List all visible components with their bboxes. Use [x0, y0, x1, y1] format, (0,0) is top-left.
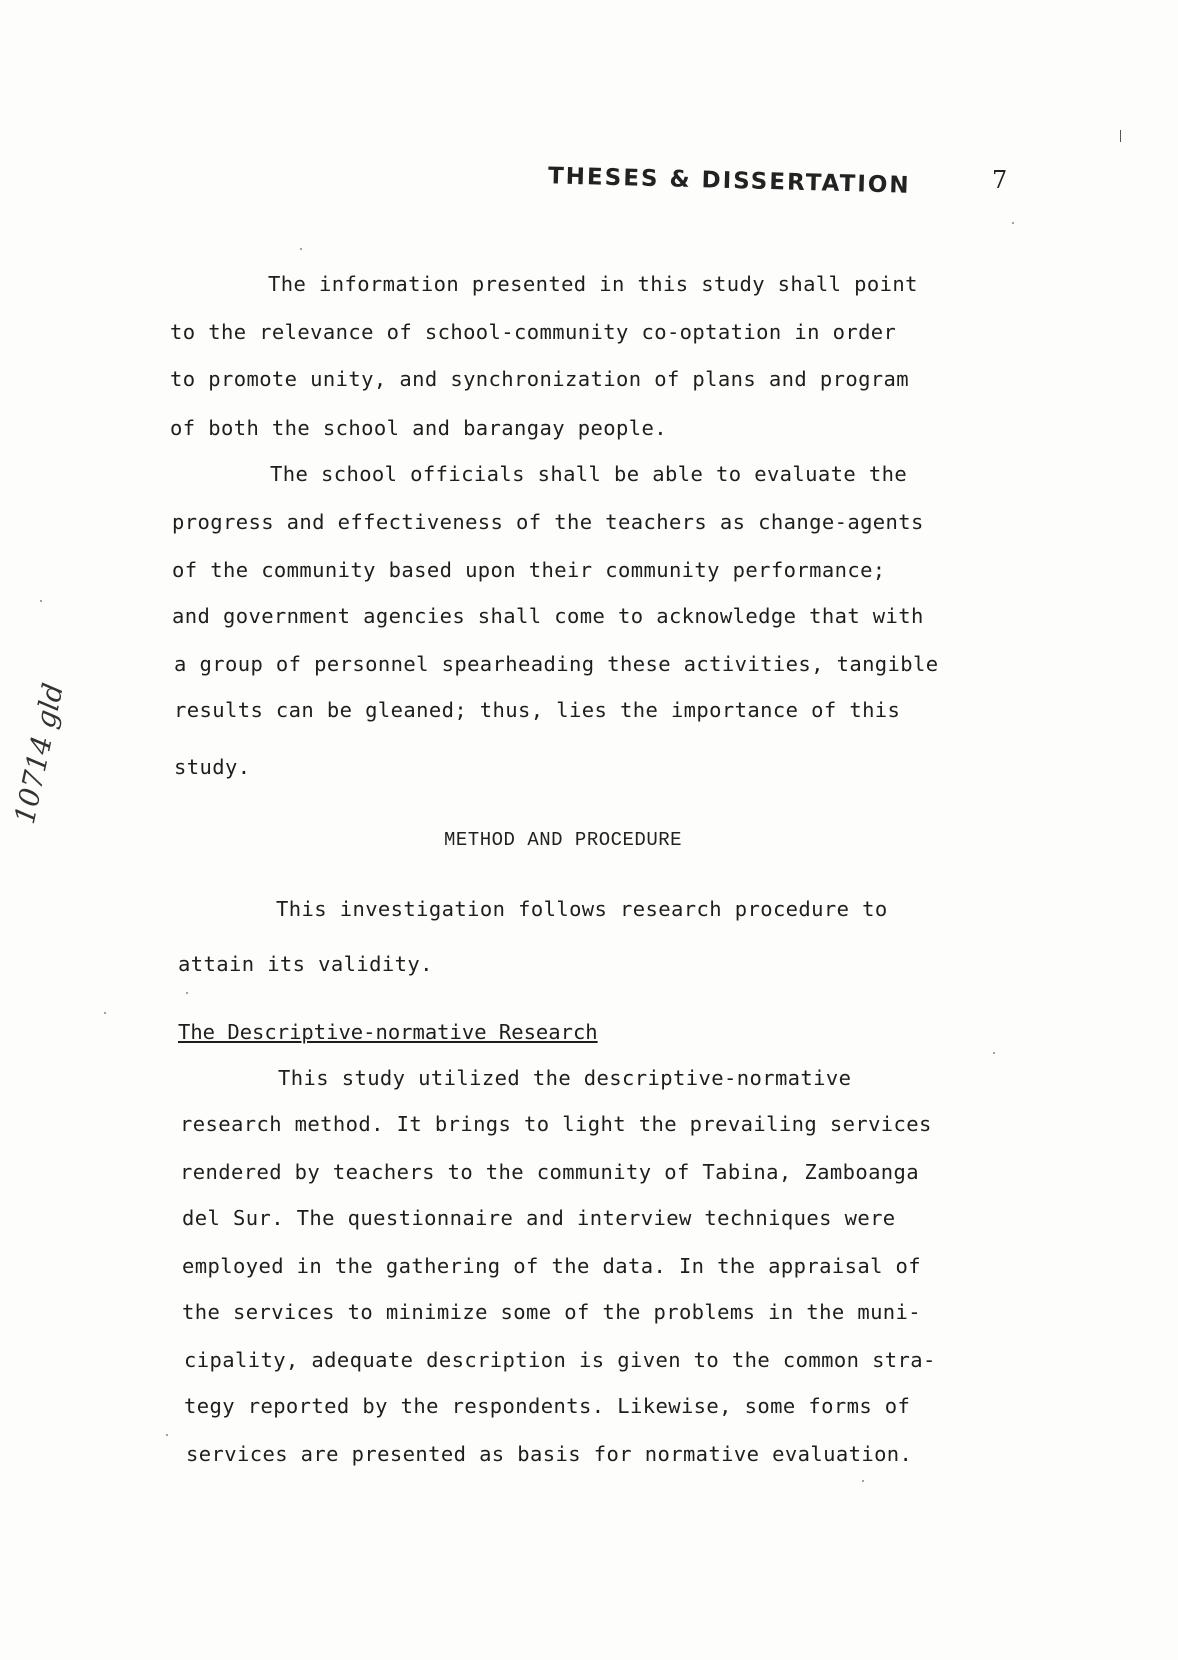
scan-speck	[40, 600, 42, 602]
text-line: of both the school and barangay people.	[170, 416, 667, 440]
scan-speck	[862, 1480, 864, 1482]
scan-speck	[186, 992, 188, 994]
scan-speck	[104, 1012, 106, 1014]
handwritten-margin-note: 10714 gld	[8, 680, 70, 827]
section-heading: METHOD AND PROCEDURE	[444, 829, 683, 851]
scan-mark	[1120, 130, 1121, 142]
text-line: research method. It brings to light the prevailing services	[180, 1112, 932, 1136]
scan-speck	[993, 1052, 995, 1054]
text-line: results can be gleaned; thus, lies the importance of this	[174, 698, 901, 722]
text-line: del Sur. The questionnaire and interview techniques were	[182, 1206, 896, 1230]
text-line: to the relevance of school-community co-optation in order	[170, 320, 897, 344]
text-line: The information presented in this study shall point	[268, 272, 918, 296]
scan-speck	[1012, 222, 1014, 224]
text-line: This study utilized the descriptive-normative	[278, 1066, 852, 1090]
text-line: the services to minimize some of the problems in the muni-	[182, 1300, 922, 1324]
archive-stamp: THESES & DISSERTATION	[547, 163, 911, 199]
subsection-heading: The Descriptive-normative Research	[178, 1020, 598, 1044]
scan-speck	[166, 1434, 168, 1436]
text-line: progress and effectiveness of the teachers as change-agents	[172, 510, 924, 534]
text-line: services are presented as basis for normative evaluation.	[186, 1442, 913, 1466]
scan-speck	[300, 248, 302, 250]
page-number: 7	[992, 166, 1008, 194]
text-line: rendered by teachers to the community of Tabina, Zamboanga	[180, 1160, 920, 1184]
text-line: The school officials shall be able to evaluate the	[270, 462, 908, 486]
text-line: tegy reported by the respondents. Likewise, some forms of	[184, 1394, 911, 1418]
text-line: This investigation follows research procedure to	[276, 897, 888, 921]
text-line: a group of personnel spearheading these activities, tangible	[174, 652, 939, 676]
text-line: employed in the gathering of the data. In the appraisal of	[182, 1254, 922, 1278]
text-line: cipality, adequate description is given to the common stra-	[184, 1348, 936, 1372]
text-line: attain its validity.	[178, 952, 433, 976]
text-line: to promote unity, and synchronization of plans and program	[170, 367, 910, 391]
text-line: and government agencies shall come to acknowledge that with	[172, 604, 924, 628]
text-line: study.	[174, 755, 251, 779]
text-line: of the community based upon their community performance;	[172, 558, 886, 582]
